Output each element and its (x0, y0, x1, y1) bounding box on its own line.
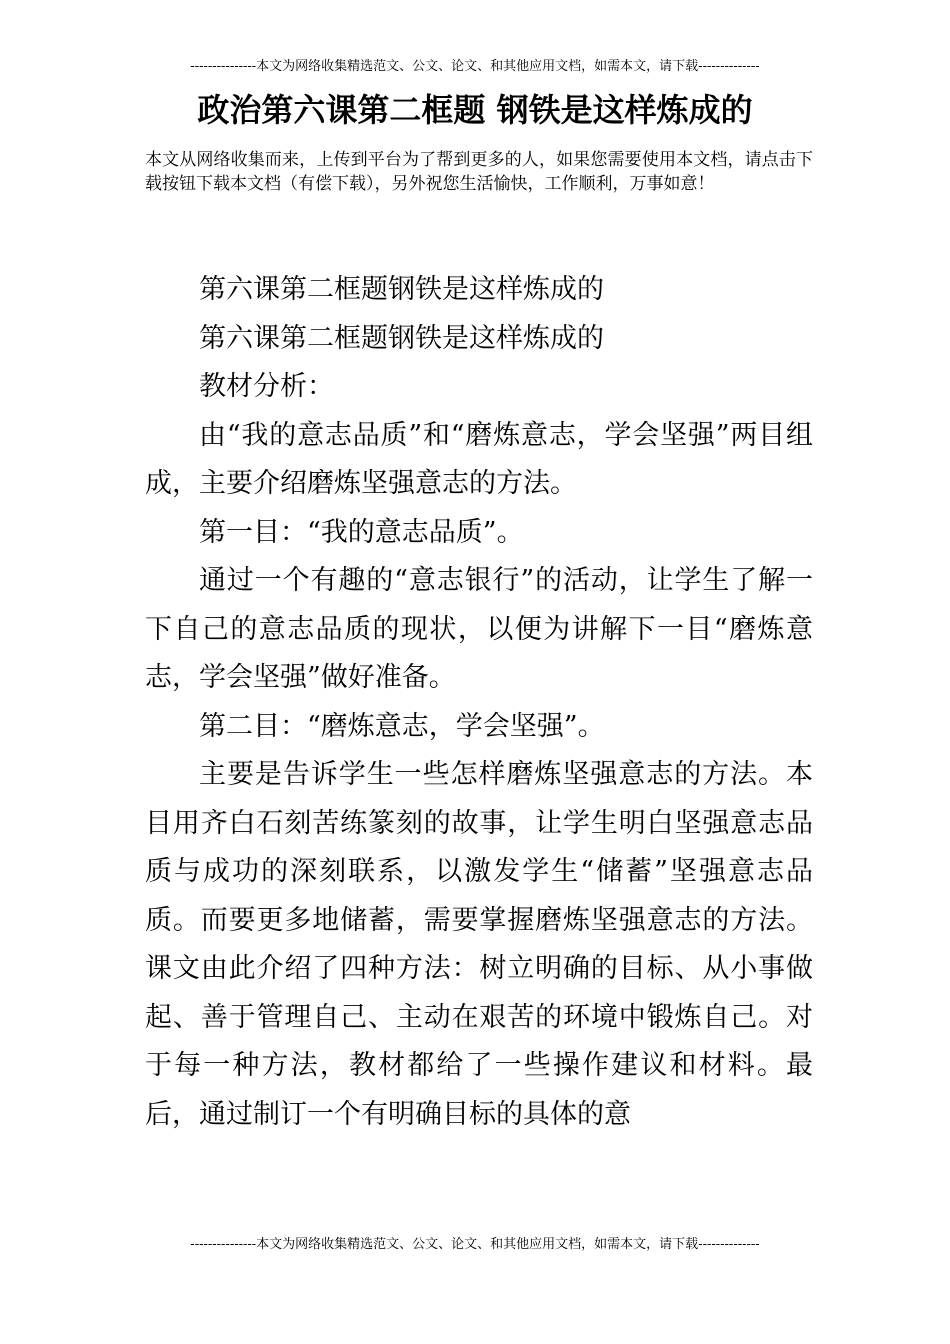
header-note: ---------------本文为网络收集精选范文、公文、论文、和其他应用文档，如需本文，请下载-------------- (190, 59, 760, 74)
document-body (145, 266, 813, 1139)
document-title: 政治第六课第二框题 钢铁是这样炼成的 (197, 91, 753, 129)
body-paragraph: 通过一个有趣的“意志银行”的活动，让学生了解一下自己的意志品质的现状，以便为讲解下一目“磨炼意志，学会坚强”做好准备。 (145, 565, 813, 693)
footer-note: ---------------本文为网络收集精选范文、公文、论文、和其他应用文档，如需本文，请下载-------------- (190, 1237, 760, 1252)
body-paragraph: 第六课第二框题钢铁是这样炼成的 (199, 274, 604, 305)
body-paragraph: 第二目：“磨炼意志，学会坚强”。 (199, 710, 605, 742)
body-paragraph: 第一目：“我的意志品质”。 (199, 516, 524, 548)
body-paragraph: 教材分析： (199, 371, 334, 402)
intro-note: 本文从网络收集而来，上传到平台为了帮到更多的人，如果您需要使用本文档，请点击下载按钮下载本文档（有偿下载），另外祝您生活愉快，工作顺利，万事如意！ (145, 150, 813, 194)
body-paragraph: 第六课第二框题钢铁是这样炼成的 (199, 322, 604, 354)
body-paragraph: 主要是告诉学生一些怎样磨炼坚强意志的方法。本目用齐白石刻苦练篆刻的故事，让学生明白坚强意志品质与成功的深刻联系，以激发学生“储蓄”坚强意志品质。而要更多地储蓄，需要掌握磨炼坚强意志的方法。课文由此介绍了四种方法：树立明确的目标、从小事做起、善于管理自己、主动在艰苦的环境中锻炼自己。对于每一种方法，教材都给了一些操作建议和材料。最后，通过制订一个有明确目标的具体的意 (145, 759, 813, 1130)
body-paragraph: 由“我的意志品质”和“磨炼意志，学会坚强”两目组成，主要介绍磨炼坚强意志的方法。 (145, 419, 813, 499)
